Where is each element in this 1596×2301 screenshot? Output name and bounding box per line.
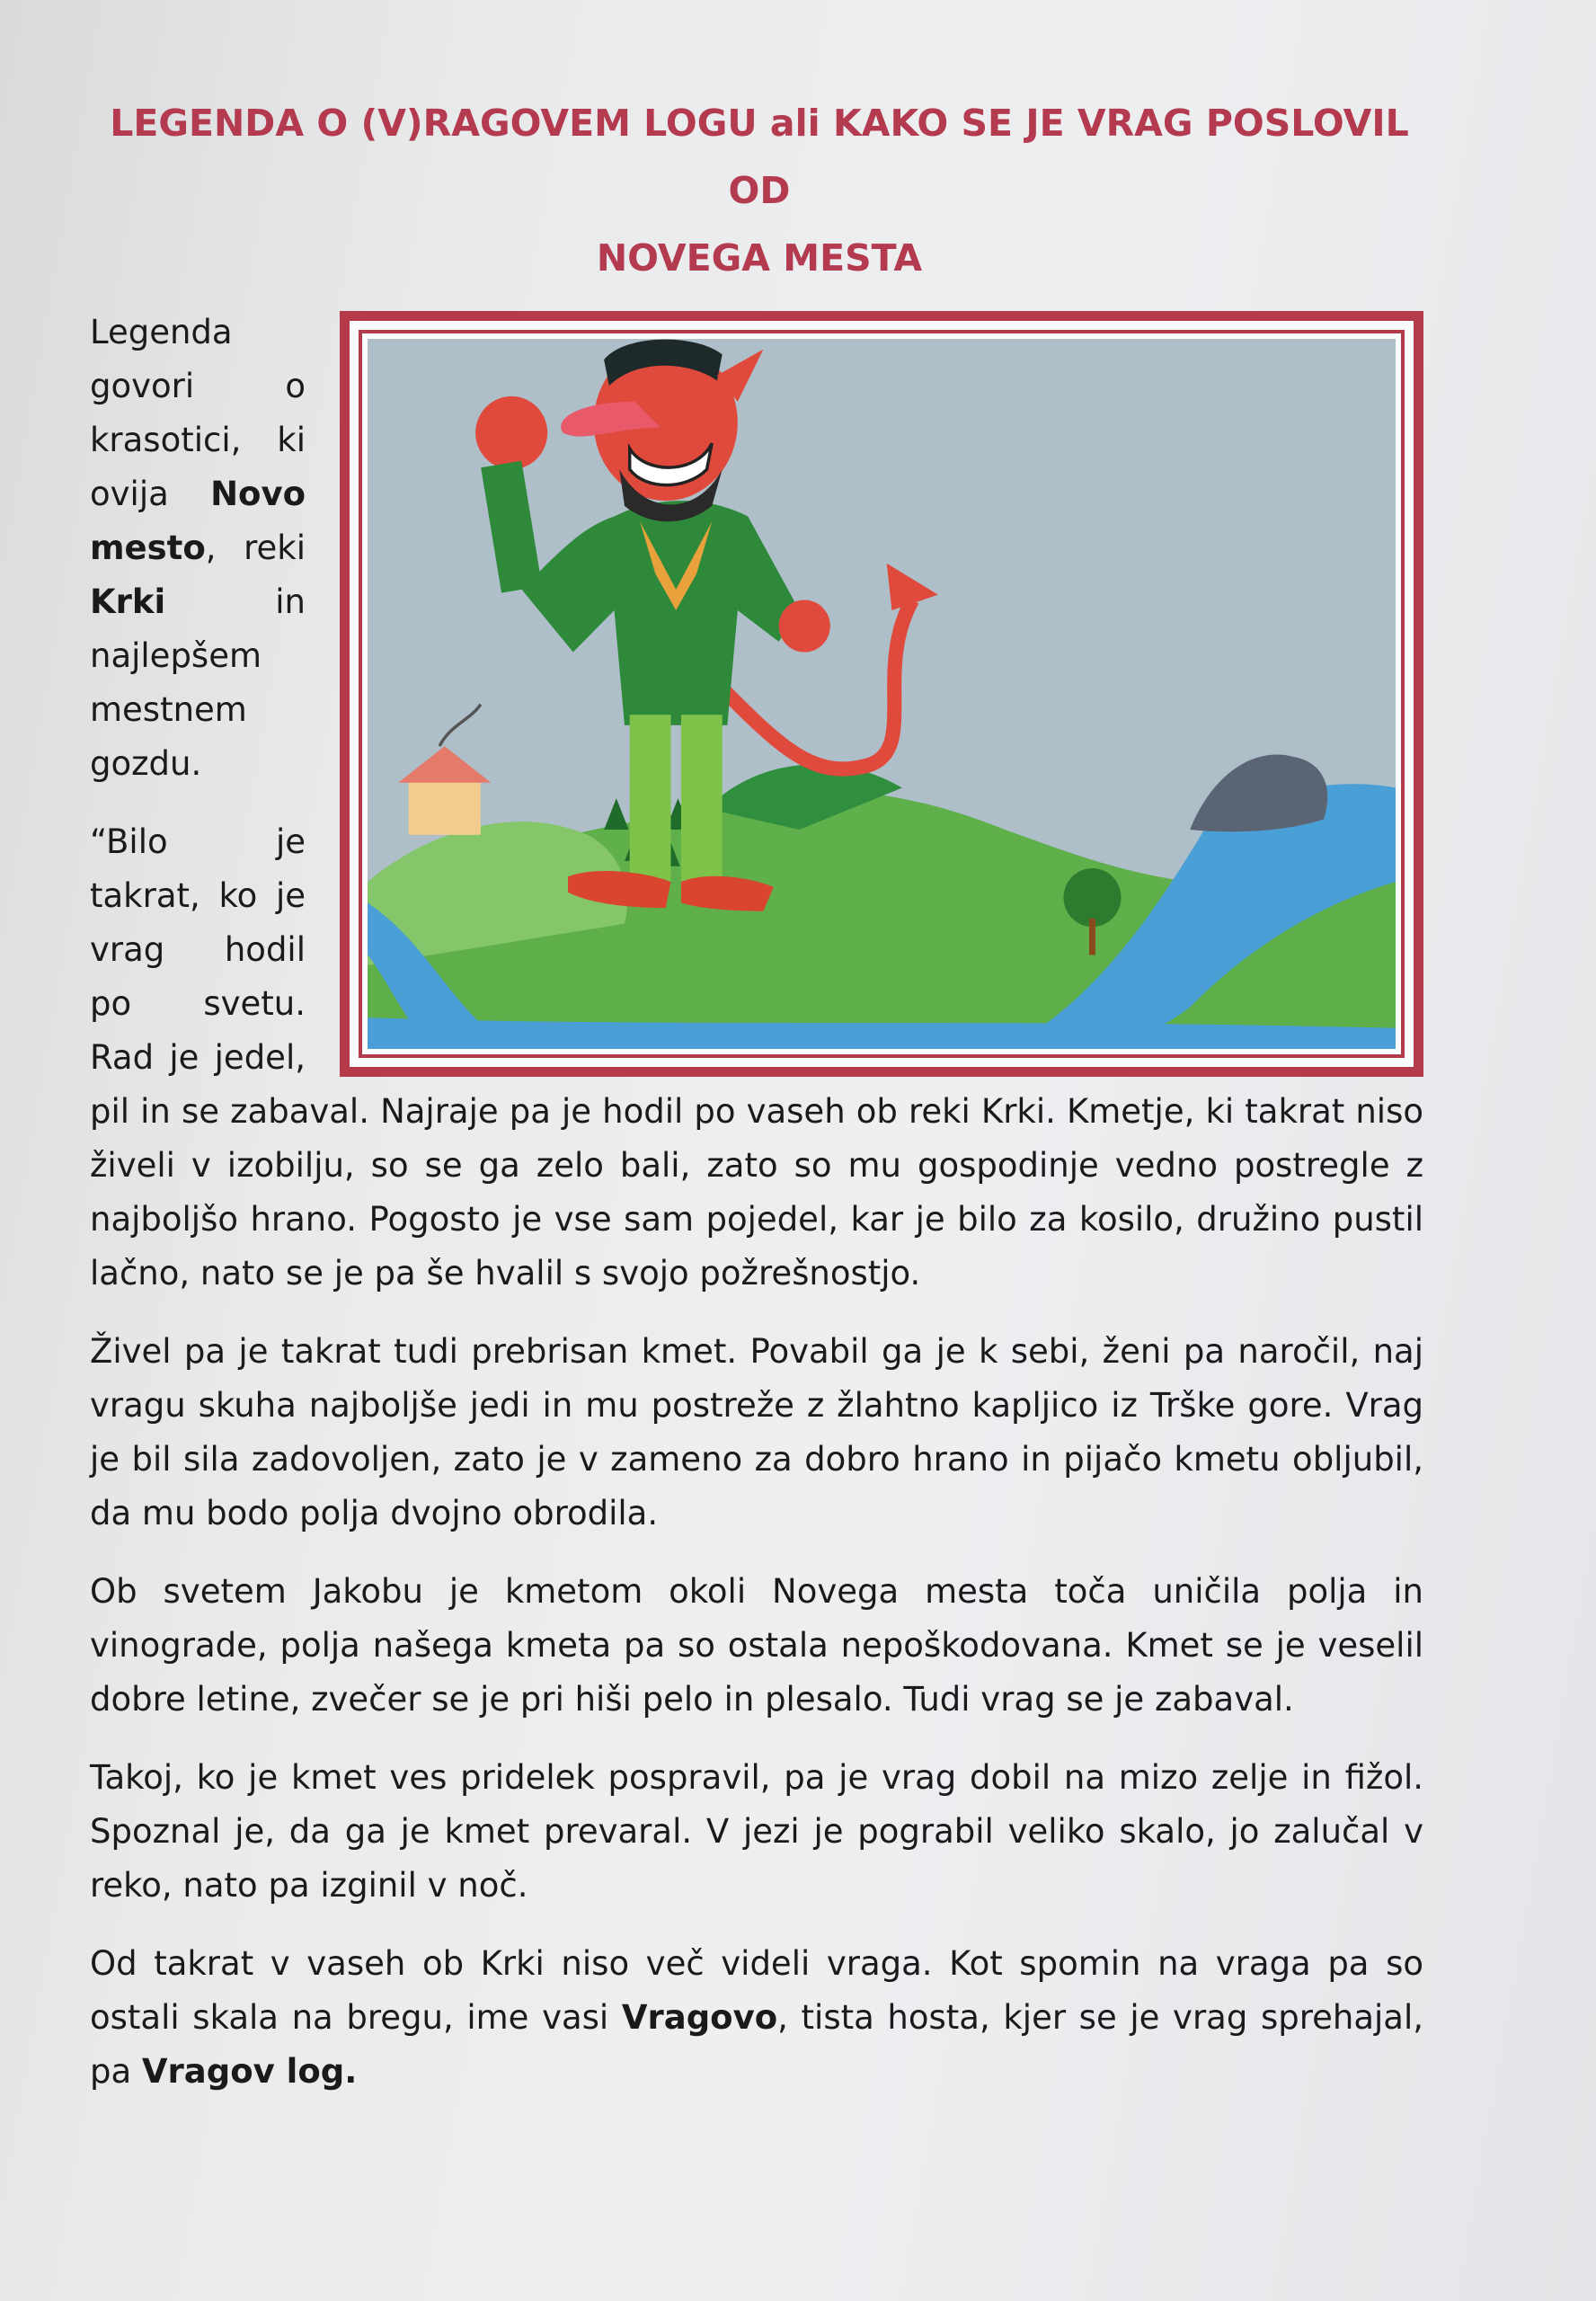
bold-novo-mesto: Novo mesto (90, 475, 306, 567)
devil-illustration (340, 311, 1423, 1077)
paragraph-2: “Bilo je takrat, ko je vrag hodil po svetu. Rad je jedel, pil in se zabaval. Najraje pa je hodil po vaseh ob reki Krki. Kmetje, ki takrat niso živeli v izobilju, so se ga zelo bali, zato so mu gospodinje vedno postregle z najboljšo hrano. Pogosto je vse sam pojedel, kar je bilo za kosilo, družino pustil lačno, nato se je pa še hvalil s svojo požrešnostjo. (90, 822, 1423, 1293)
drawing-devil-leg-left (630, 715, 671, 882)
drawing-house (409, 777, 481, 835)
paragraph-3: Živel pa je takrat tudi prebrisan kmet. Povabil ga je k sebi, ženi pa naročil, naj vragu skuha najboljše jedi in mu postreže z žlahtno kapljico iz Trške gore. Vrag je bil sila zadovoljen, zato je v zameno za dobro hrano in pijačo kmetu obljubil, da mu bodo polja dvojno obrodila. (90, 1332, 1423, 1533)
drawing-devil-leg-right (681, 715, 723, 882)
drawing-devil-hand-tail (779, 600, 830, 652)
drawing-tree (1063, 868, 1121, 927)
paragraph-4: Ob svetem Jakobu je kmetom okoli Novega mesta toča uničila polja in vinograde, polja našega kmeta pa so ostala nepoškodovana. Kmet se je veselil dobre letine, zvečer se je pri hiši pelo in plesalo. Tudi vrag se je zabaval. (90, 1572, 1423, 1719)
paragraph-5: Takoj, ko je kmet ves pridelek pospravil, pa je vrag dobil na mizo zelje in fižol. Spoznal je, da ga je kmet prevaral. V jezi je pograbil veliko skalo, jo zalučal v reko, nato pa izginil v noč. (90, 1758, 1423, 1905)
title-line-1: LEGENDA O (V)RAGOVEM LOGU ali KAKO SE JE VRAG POSLOVIL OD (110, 102, 1409, 212)
story-body (90, 306, 1423, 2123)
drawing-devil-hand-raised (475, 396, 547, 469)
bold-vragov-log: Vragov log. (141, 2052, 358, 2091)
document-title (99, 90, 1420, 292)
paragraph-6: Od takrat v vaseh ob Krki niso več videli vraga. Kot spomin na vraga pa so ostali skala na bregu, ime vasi Vragovo, tista hosta, kjer se je vrag sprehajal, pa Vragov log. (90, 1944, 1423, 2091)
bold-krki: Krki (90, 582, 166, 621)
illustration-inner-frame (359, 330, 1405, 1058)
paragraph-intro: Legenda govori o krasotici, ki ovija Novo mesto, reki Krki in najlepšem mestnem gozdu. (90, 313, 306, 783)
crayon-drawing-devil (368, 339, 1396, 1049)
title-line-2: NOVEGA MESTA (596, 236, 923, 280)
bold-vragovo: Vragovo (621, 1998, 778, 2037)
